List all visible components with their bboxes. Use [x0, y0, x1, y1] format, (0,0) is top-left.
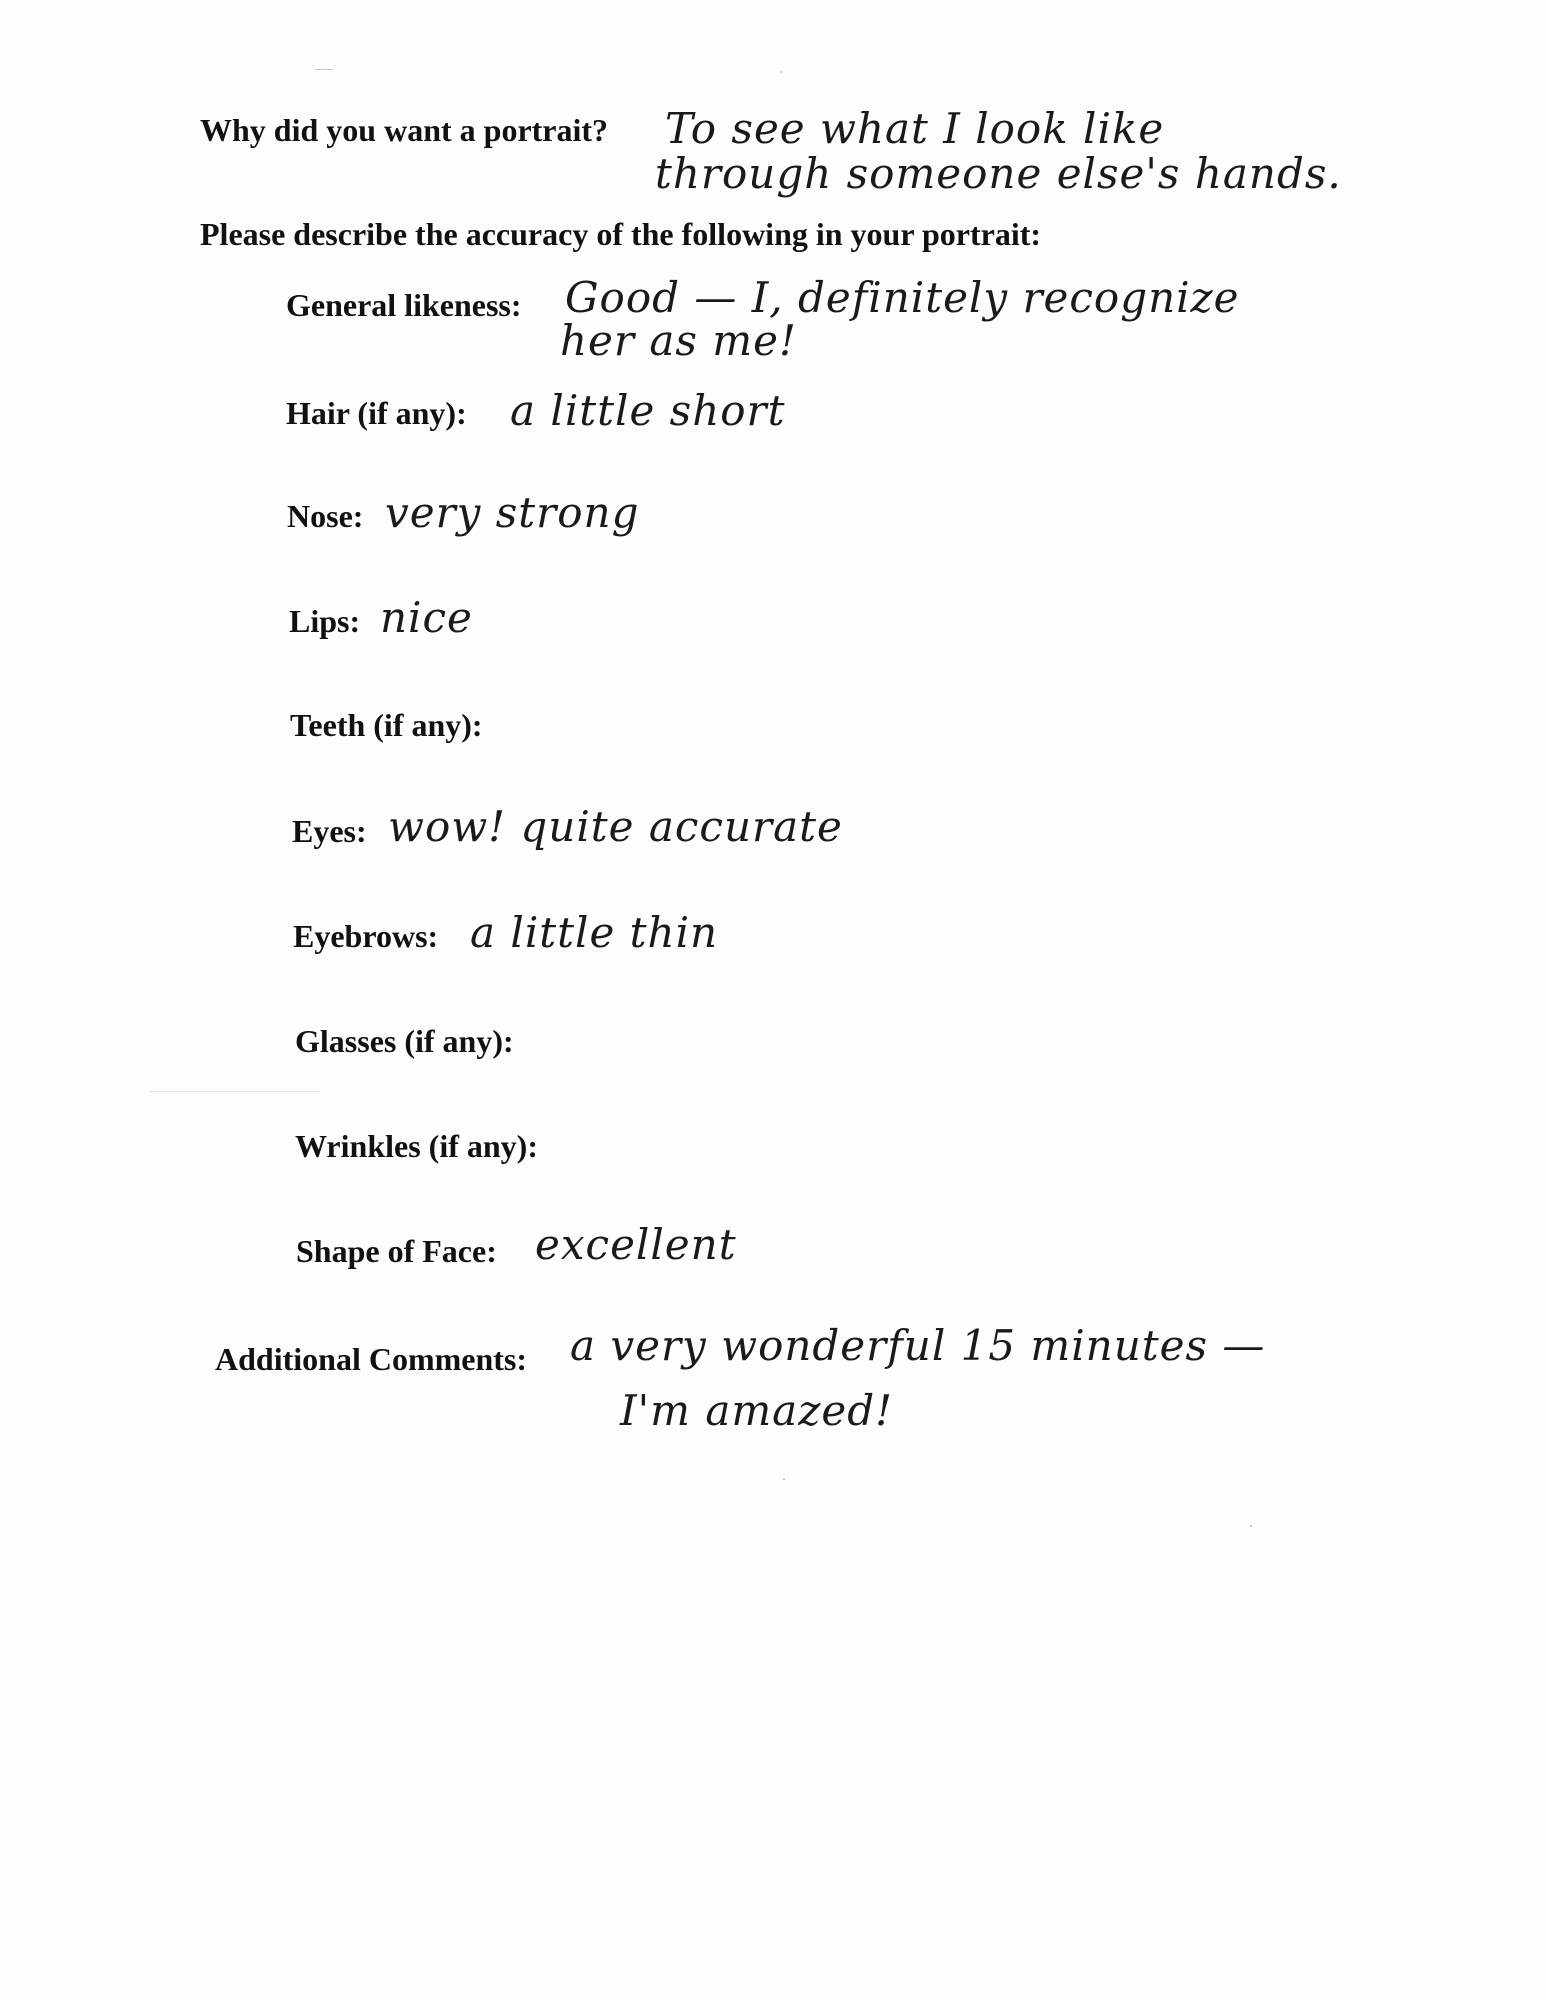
general-likeness-label: General likeness: — [286, 287, 522, 323]
scan-speck — [780, 71, 782, 73]
why-label: Why did you want a portrait? — [200, 112, 609, 148]
shape-of-face-label: Shape of Face: — [296, 1233, 497, 1269]
wrinkles-label: Wrinkles (if any): — [295, 1128, 538, 1164]
general-likeness-answer-line1: Good — I, definitely recognize — [565, 273, 1240, 322]
accuracy-prompt: Please describe the accuracy of the following in your portrait: — [200, 216, 1042, 252]
hair-answer: a little short — [510, 386, 786, 435]
lips-label: Lips: — [289, 603, 361, 639]
nose-answer: very strong — [385, 488, 640, 537]
additional-comments-answer-line2: I'm amazed! — [620, 1386, 893, 1435]
general-likeness-answer-line2: her as me! — [560, 316, 797, 365]
additional-comments-answer-line1: a very wonderful 15 minutes — — [570, 1321, 1266, 1370]
eyes-label: Eyes: — [292, 813, 367, 849]
eyes-answer: wow! quite accurate — [388, 802, 843, 851]
eyebrows-answer: a little thin — [470, 908, 719, 957]
scan-speck — [315, 69, 333, 70]
scan-speck — [783, 1478, 785, 1480]
scan-speck — [150, 1091, 320, 1092]
nose-label: Nose: — [287, 498, 364, 534]
additional-comments-label: Additional Comments: — [215, 1341, 528, 1377]
why-answer-line1: To see what I look like — [665, 104, 1165, 153]
lips-answer: nice — [380, 593, 473, 642]
teeth-label: Teeth (if any): — [290, 707, 483, 743]
glasses-label: Glasses (if any): — [295, 1023, 514, 1059]
hair-label: Hair (if any): — [286, 395, 467, 431]
scan-speck — [1250, 1525, 1252, 1527]
why-answer-line2: through someone else's hands. — [655, 149, 1342, 198]
shape-of-face-answer: excellent — [535, 1220, 737, 1269]
eyebrows-label: Eyebrows: — [293, 918, 439, 954]
